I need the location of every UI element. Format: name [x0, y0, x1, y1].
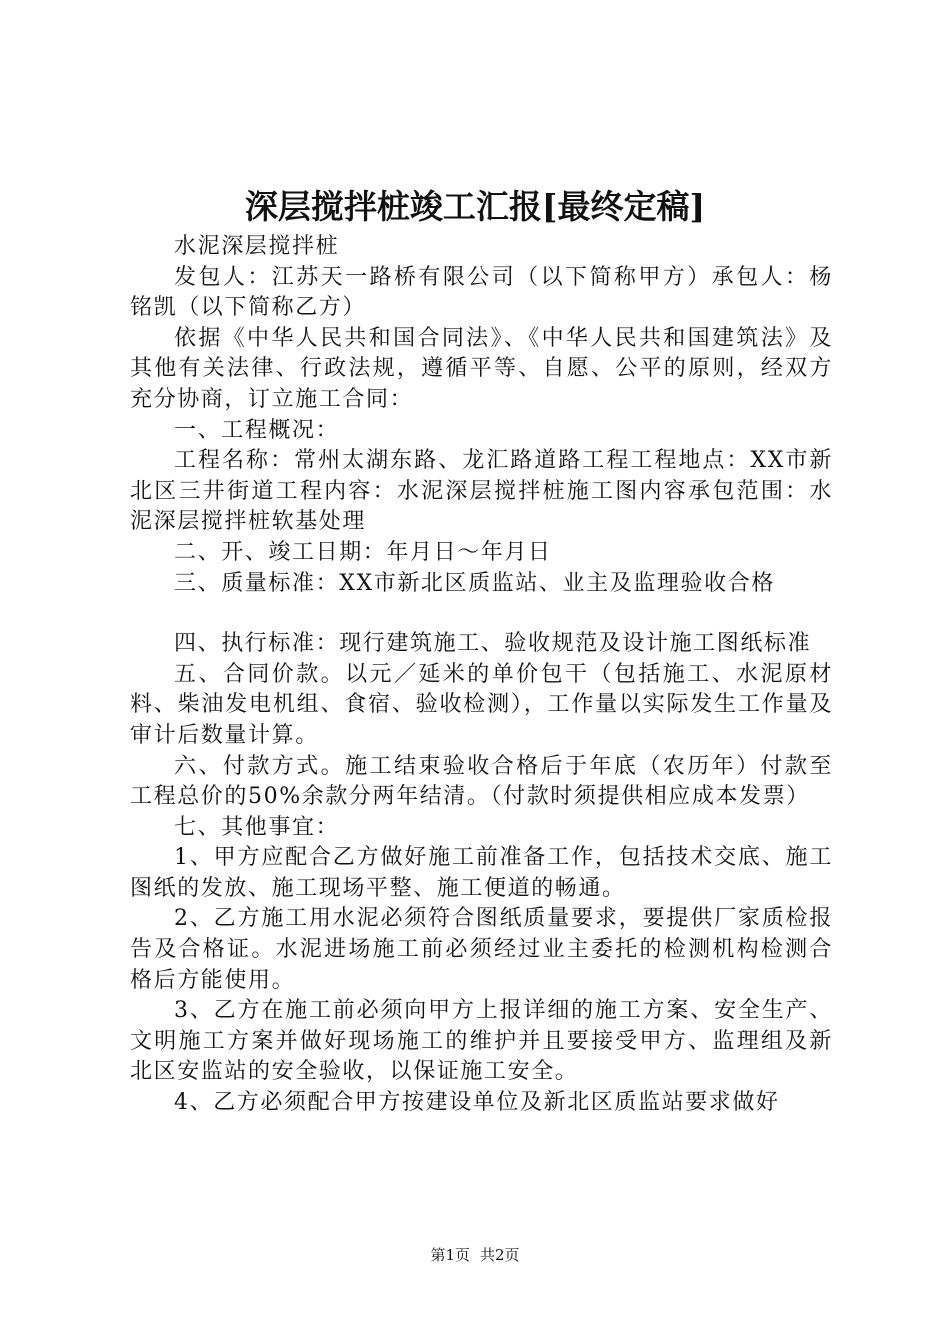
paragraph-project-details: 工程名称：常州太湖东路、龙汇路道路工程工程地点：XX市新北区三井街道工程内容：水泥深层搅拌桩施工图内容承包范围：水泥深层搅拌桩软基处理 [130, 448, 833, 535]
paragraph-section-4: 四、执行标准：现行建筑施工、验收规范及设计施工图纸标准 [174, 631, 812, 657]
document-title: 深层搅拌桩竣工汇报[最终定稿] [244, 187, 706, 226]
paragraph-item-2: 2、乙方施工用水泥必须符合图纸质量要求，要提供厂家质检报告及合格证。水泥进场施工前必须经过业主委托的检测机构检测合格后方能使用。 [130, 906, 833, 993]
paragraph-section-2: 二、开、竣工日期：年月日～年月日 [174, 539, 552, 565]
paragraph-item-1: 1、甲方应配合乙方做好施工前准备工作，包括技术交底、施工图纸的发放、施工现场平整、施工便道的畅通。 [130, 845, 833, 901]
page-number: 第1页 [430, 1246, 470, 1264]
document-body [130, 232, 833, 1119]
page-total: 共2页 [480, 1246, 520, 1264]
paragraph-item-4: 4、乙方必须配合甲方按建设单位及新北区质监站要求做好 [174, 1090, 780, 1116]
paragraph-section-7-heading: 七、其他事宜： [174, 814, 340, 840]
paragraph-item-3: 3、乙方在施工前必须向甲方上报详细的施工方案、安全生产、文明施工方案并做好现场施工的维护并且要接受甲方、监理组及新北区安监站的安全验收，以保证施工安全。 [130, 998, 833, 1085]
paragraph-parties: 发包人：江苏天一路桥有限公司（以下简称甲方）承包人：杨铭凯（以下简称乙方） [130, 264, 833, 321]
page-footer [0, 1244, 950, 1266]
paragraph-section-3: 三、质量标准：XX市新北区质监站、业主及监理验收合格 [174, 570, 775, 596]
paragraph-subtitle: 水泥深层搅拌桩 [174, 234, 340, 259]
paragraph-section-6: 六、付款方式。施工结束验收合格后于年底（农历年）付款至工程总价的50%余款分两年结清。（付款时须提供相应成本发票） [130, 753, 833, 810]
paragraph-basis: 依据《中华人民共和国合同法》、《中华人民共和国建筑法》及其他有关法律、行政法规，遵循平等、自愿、公平的原则，经双方充分协商，订立施工合同： [130, 325, 833, 412]
paragraph-section-5: 五、合同价款。以元／延米的单价包干（包括施工、水泥原材料、柴油发电机组、食宿、验收检测），工作量以实际发生工作量及审计后数量计算。 [130, 661, 833, 748]
paragraph-section-1-heading: 一、工程概况： [174, 417, 340, 443]
